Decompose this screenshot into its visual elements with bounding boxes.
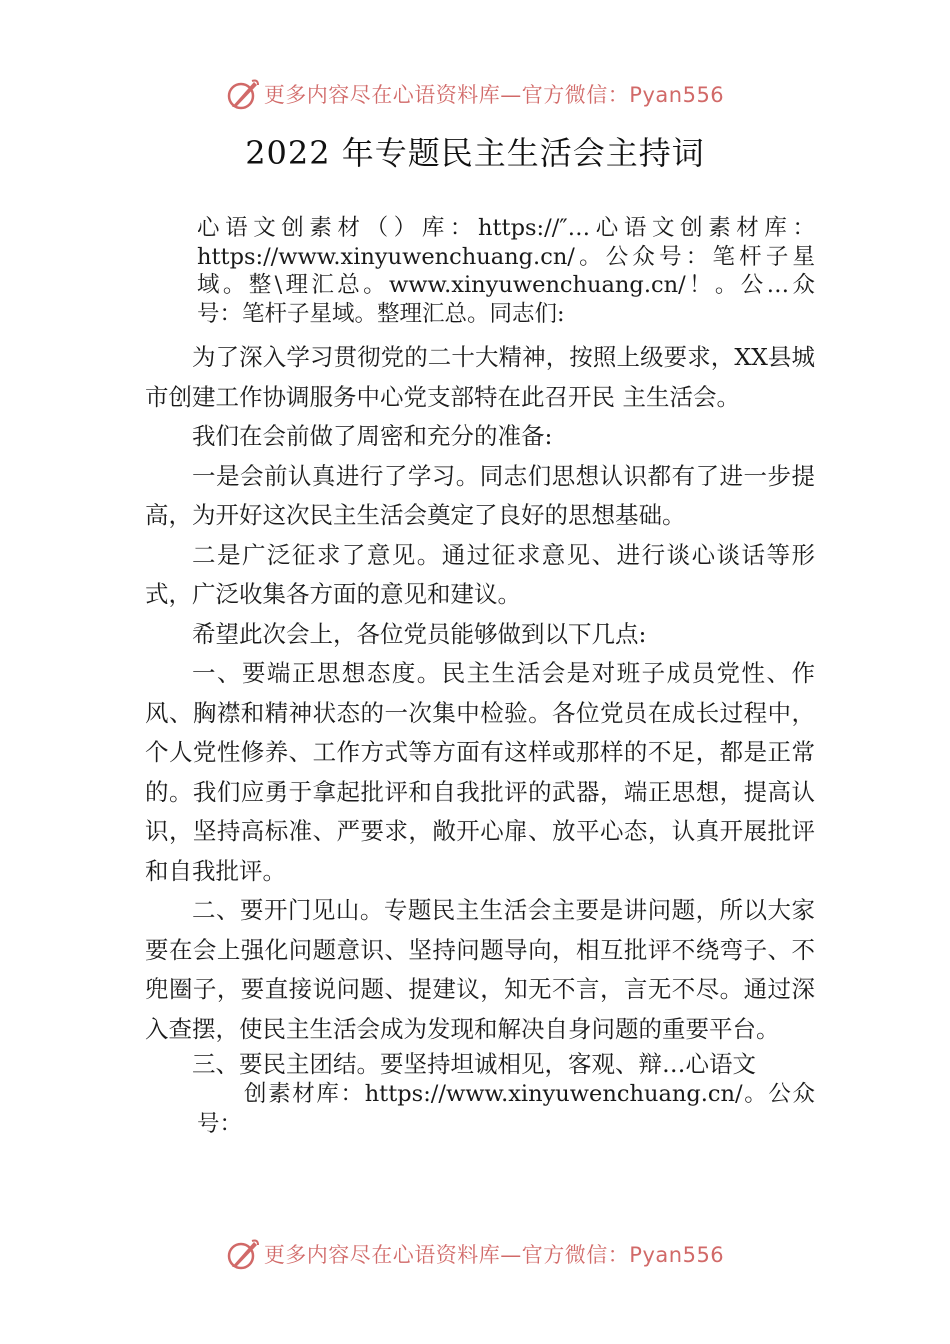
watermark-banner-top bbox=[0, 72, 950, 116]
paragraph: 希望此次会上，各位党员能够做到以下几点: bbox=[192, 619, 647, 648]
paragraph-last-lead: 三、要民主团结。要坚持坦诚相见，客观、辩…心语文 bbox=[192, 1050, 756, 1078]
paragraph: 二、要开门见山。专题民主生活会主要是讲问题，所以大家要在会上强化问题意识、坚持问题导向，相互批评不绕弯子、不兜圈子，要直接说问题、提建议，知无不言，言无不尽。通过深入查摆，使民主生活会成为发现和解决自身问题的重要平台。 bbox=[145, 896, 815, 1043]
paragraph: 一、要端正思想态度。民主生活会是对班子成员党性、作风、胸襟和精神状态的一次集中检验。各位党员在成长过程中，个人党性修养、工作方式等方面有这样或那样的不足，都是正常的。我们应勇于拿起批评和自我批评的武器，端正思想，提高认识，坚持高标准、严要求，敞开心扉、放平心态，认真开展批评和自我批评。 bbox=[145, 659, 815, 885]
paragraph: 二是广泛征求了意见。通过征求意见、进行谈心谈话等形式，广泛收集各方面的意见和建议。 bbox=[145, 540, 815, 608]
paragraph: 为了深入学习贯彻党的二十大精神，按照上级要求，XX县城市创建工作协调服务中心党支部特在此召开民 主生活会。 bbox=[145, 343, 815, 411]
paragraph-last bbox=[145, 1049, 815, 1139]
paragraph: 心语文创素材（）库：https://″…心语文创素材库：https://www.xinyuwenchuang.cn/。公众号：笔杆子星域。整\理汇总。www.xinyuwenchuang.cn/！。公…众号：笔杆子星域。整理汇总。同志们: bbox=[197, 215, 815, 327]
watermark-banner-bottom bbox=[0, 1232, 950, 1276]
document-body bbox=[145, 214, 815, 1139]
paragraph-last-cont: 创素材库：https://www.xinyuwenchuang.cn/。公众号： bbox=[197, 1081, 815, 1137]
quill-logo-icon bbox=[226, 1237, 260, 1271]
paragraph: 一是会前认真进行了学习。同志们思想认识都有了进一步提高，为开好这次民主生活会奠定了良好的思想基础。 bbox=[145, 461, 815, 529]
paragraph: 我们在会前做了周密和充分的准备: bbox=[192, 422, 553, 450]
watermark-text: 更多内容尽在心语资料库—官方微信：Pyan556 bbox=[263, 1243, 725, 1267]
watermark-text: 更多内容尽在心语资料库—官方微信：Pyan556 bbox=[263, 83, 725, 107]
quill-logo-icon bbox=[226, 77, 260, 111]
document-title: 2022 年专题民主生活会主持词 bbox=[245, 134, 705, 172]
